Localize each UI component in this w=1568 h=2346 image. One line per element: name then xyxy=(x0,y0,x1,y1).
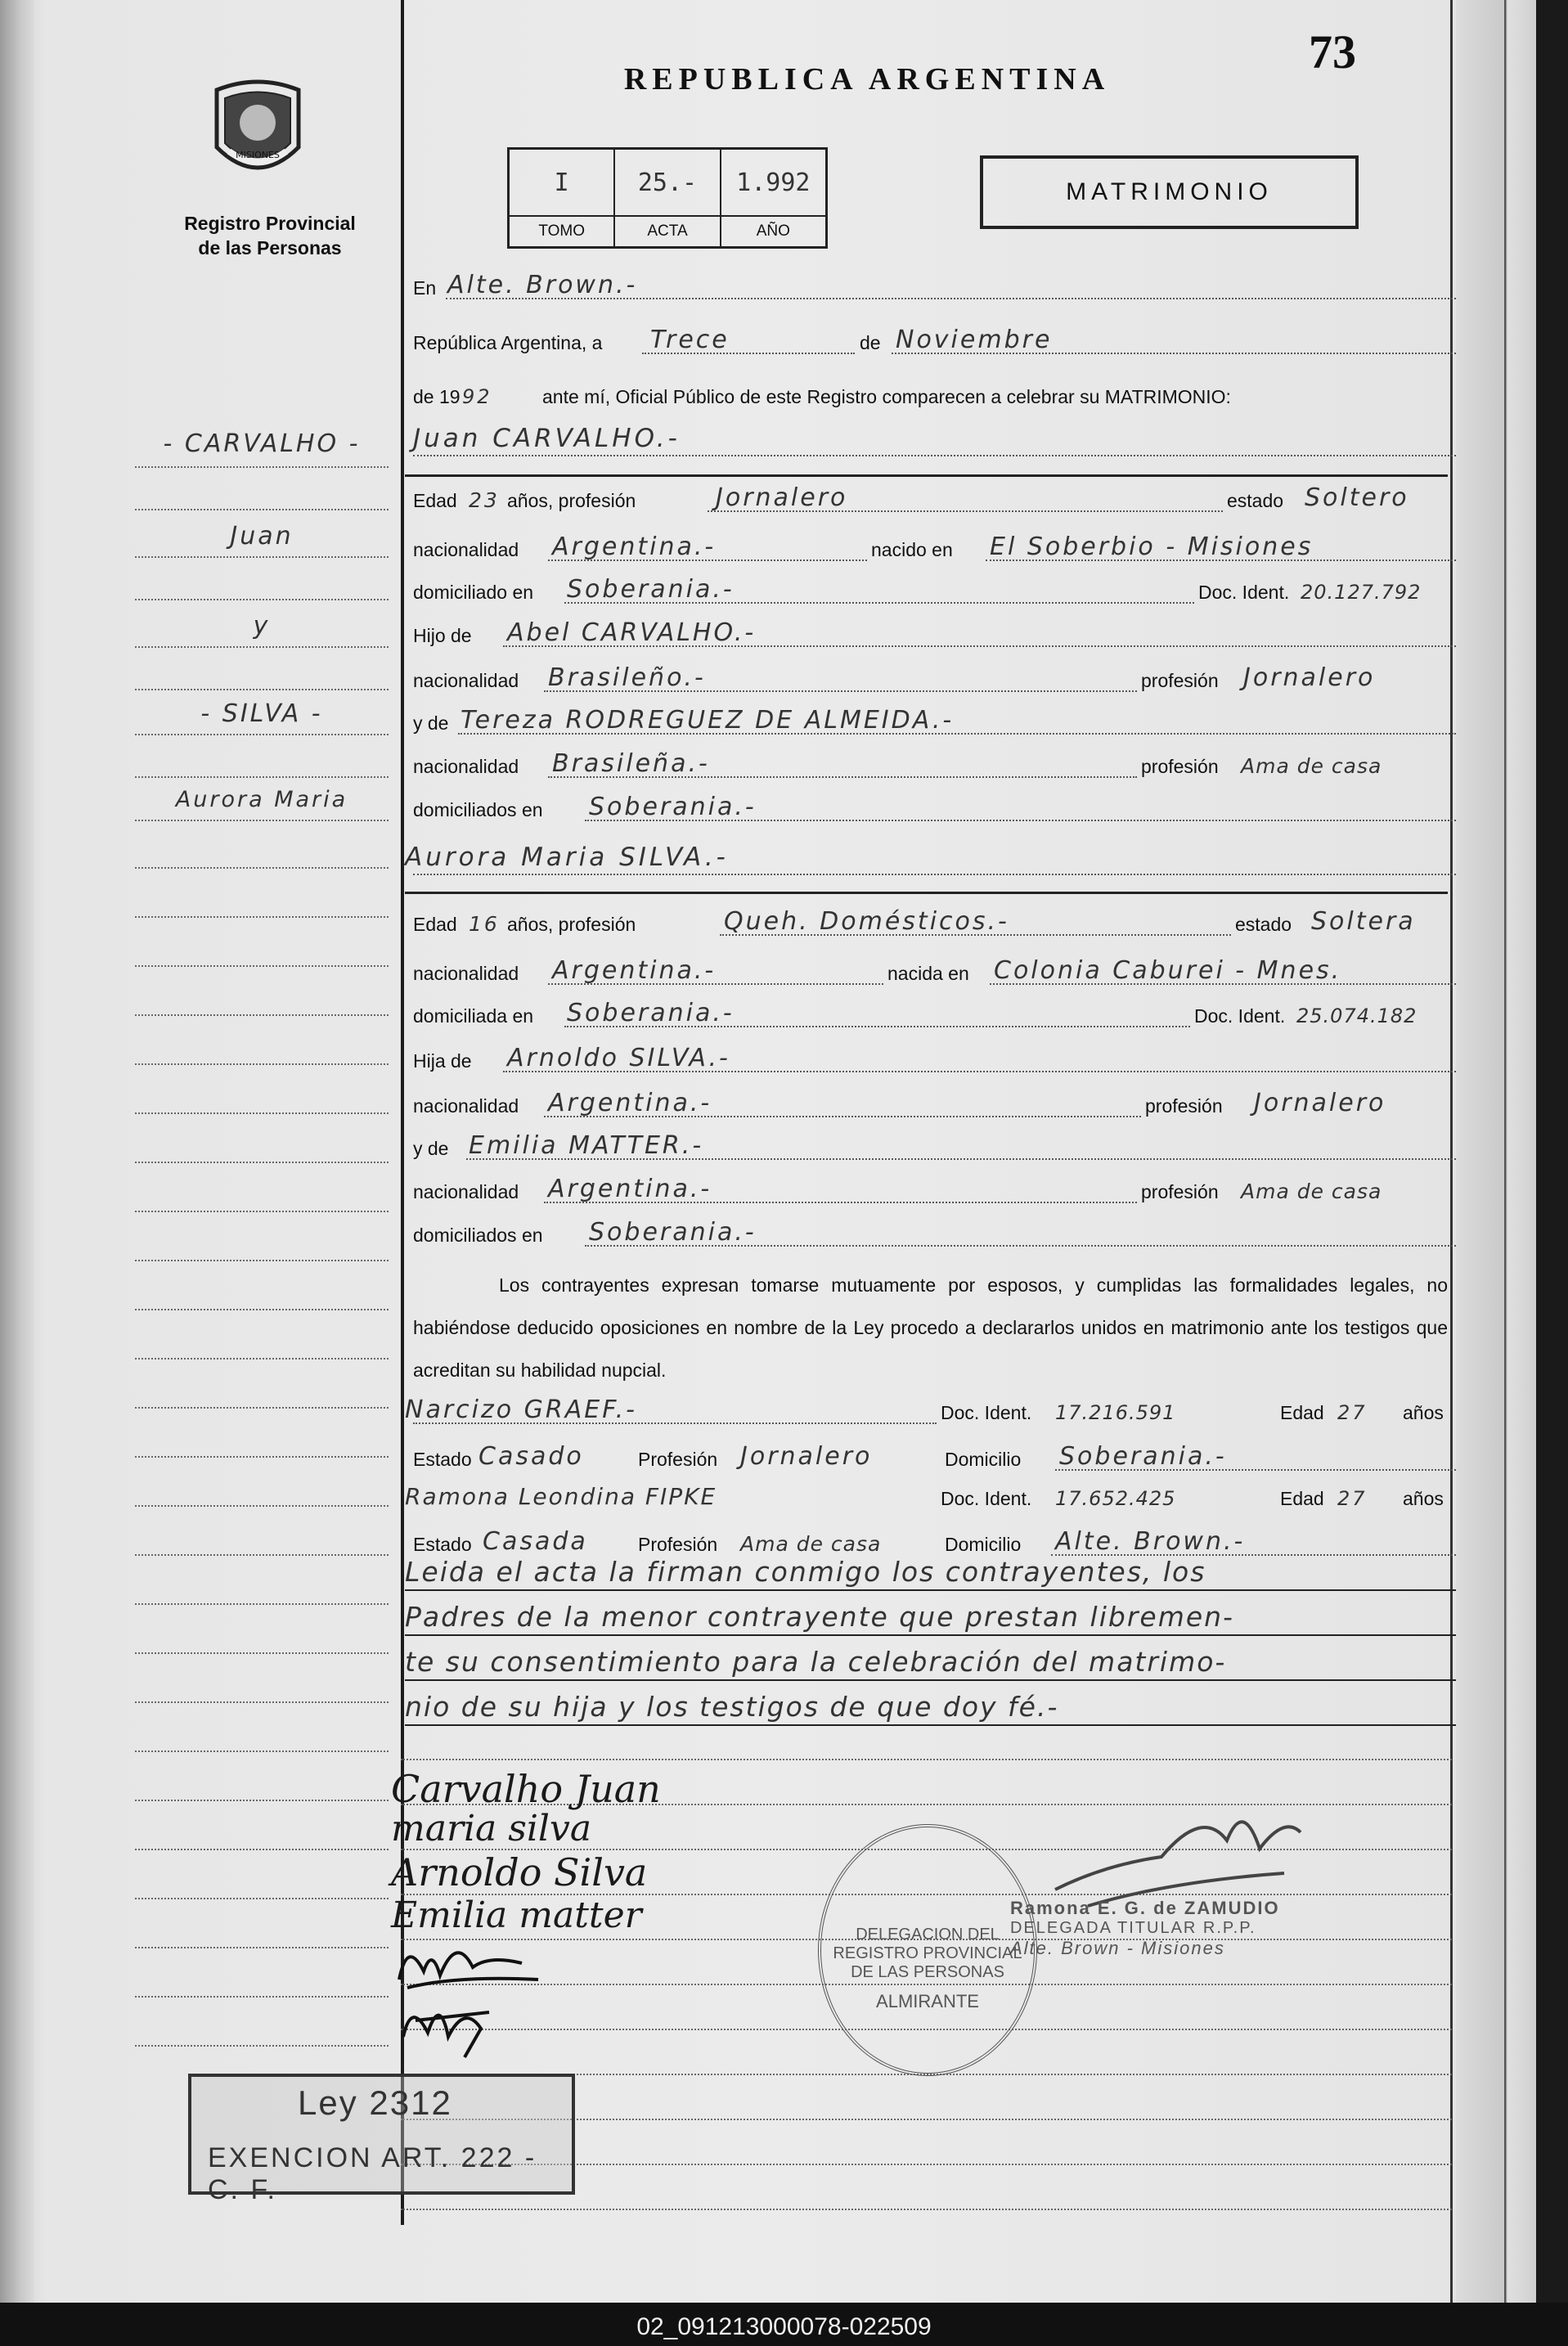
row-groom-dom xyxy=(413,574,1456,607)
doc-label: Doc. Ident. xyxy=(1198,582,1290,603)
registry-name: Registro Provincial de las Personas xyxy=(184,213,356,258)
officer-place: Alte. Brown - Misiones xyxy=(1010,1938,1225,1958)
year-suffix: 92 xyxy=(462,385,492,408)
ley-stamp-top: Ley 2312 xyxy=(298,2083,452,2122)
margin-line xyxy=(135,1260,389,1261)
bride-profesion: Queh. Domésticos.- xyxy=(724,907,1009,936)
bride-nacionalidad: Argentina.- xyxy=(552,956,717,985)
margin-line xyxy=(135,965,389,967)
margin-line xyxy=(135,1063,389,1065)
witness2-edad: 27 xyxy=(1337,1487,1368,1510)
margin-line xyxy=(135,820,389,821)
profesion-label: profesión xyxy=(1141,670,1219,691)
groom-padre-nac: Brasileño.- xyxy=(548,663,706,692)
groom-nacionalidad: Argentina.- xyxy=(552,533,717,561)
margin-line xyxy=(135,2045,389,2047)
closing-text: Leida el acta la firman conmigo los contrayentes, los xyxy=(405,1556,1206,1588)
row-groom-edad xyxy=(413,483,1456,515)
row-bride-padres-dom xyxy=(413,1217,1456,1250)
margin-line xyxy=(135,1014,389,1016)
day-value: Trece xyxy=(650,326,730,354)
row-groom-padre-nac xyxy=(413,663,1456,695)
nacionalidad-label: nacionalidad xyxy=(413,670,519,691)
record-type-box: MATRIMONIO xyxy=(980,155,1359,229)
bride-padre-nac: Argentina.- xyxy=(548,1089,712,1117)
profesion-label: profesión xyxy=(1141,1181,1219,1202)
closing-text: te su consentimiento para la celebración del matrimo- xyxy=(405,1646,1227,1678)
officer-name: Ramona E. G. de ZAMUDIO xyxy=(1010,1898,1280,1918)
acta-cell xyxy=(615,150,721,246)
margin-line xyxy=(135,1603,389,1605)
row-bride-dom xyxy=(413,998,1456,1031)
margin-line xyxy=(135,1652,389,1654)
witness1-domicilio: Soberania.- xyxy=(1059,1442,1227,1471)
row-place xyxy=(413,270,1456,303)
signature-bride-mother: Emilia matter xyxy=(391,1894,642,1936)
acta-label: ACTA xyxy=(615,215,719,246)
hija-label: Hija de xyxy=(413,1050,472,1072)
bride-madre-nac: Argentina.- xyxy=(548,1175,712,1203)
closing-line-1 xyxy=(405,1556,1456,1591)
edad-label: Edad xyxy=(413,490,457,511)
margin-line xyxy=(135,1162,389,1163)
signature-witness2-icon xyxy=(391,1988,555,2061)
officer-stamp xyxy=(1010,1898,1280,1959)
bride-padre: Arnoldo SILVA.- xyxy=(507,1044,730,1072)
row-witness1 xyxy=(405,1395,1456,1427)
witness1-doc: 17.216.591 xyxy=(1055,1401,1176,1424)
section-rule xyxy=(405,892,1448,894)
margin-line xyxy=(135,1211,389,1212)
signature-bride-father: Arnoldo Silva xyxy=(391,1850,648,1894)
estado-label: Estado xyxy=(413,1449,472,1470)
witness2-domicilio: Alte. Brown.- xyxy=(1055,1527,1246,1556)
anos-label: años xyxy=(1403,1488,1444,1509)
row-bride-name xyxy=(405,843,1456,875)
nacionalidad-label: nacionalidad xyxy=(413,756,519,777)
section-rule xyxy=(405,474,1448,477)
row-groom-name xyxy=(413,424,1456,456)
row-witness1-detail xyxy=(413,1441,1456,1474)
estado-label: estado xyxy=(1235,914,1292,935)
en-label: En xyxy=(413,277,437,299)
profesion-label: Profesión xyxy=(638,1534,718,1555)
ruled-line xyxy=(401,1759,1452,1760)
delegation-round-stamp xyxy=(818,1824,1037,2076)
row-groom-madre xyxy=(413,705,1456,738)
doc-label: Doc. Ident. xyxy=(941,1488,1032,1509)
margin-line xyxy=(135,1407,389,1409)
year-prefix: de 19 xyxy=(413,386,461,407)
groom-padre: Abel CARVALHO.- xyxy=(507,618,757,647)
acta-reference-box xyxy=(507,147,828,249)
groom-full-name: Juan CARVALHO.- xyxy=(413,424,681,453)
margin-line xyxy=(135,1112,389,1114)
margin-line xyxy=(135,509,389,510)
row-witness2 xyxy=(405,1481,1456,1513)
witness1-name: Narcizo GRAEF.- xyxy=(405,1395,637,1424)
row-bride-edad xyxy=(413,906,1456,939)
groom-profesion: Jornalero xyxy=(716,483,848,512)
margin-line xyxy=(135,1309,389,1310)
tomo-label: TOMO xyxy=(510,215,613,246)
ruled-line xyxy=(401,2209,1452,2210)
officer-title: DELEGADA TITULAR R.P.P. xyxy=(1010,1919,1256,1937)
margin-line xyxy=(135,1800,389,1801)
round-stamp-text: DELEGACION DEL REGISTRO PROVINCIAL DE LAS PERSONAS xyxy=(833,1926,1022,1981)
signature-groom: Carvalho Juan xyxy=(391,1767,661,1811)
row-groom-padre xyxy=(413,618,1456,650)
declaration-text: Los contrayentes expresan tomarse mutuamente por esposos, y cumplidas las formalidades legales, no habiéndose deducido oposiciones en nombre de la Ley procedo a declararlos unidos en matrimonio ante los testigos que acreditan su habilidad nupcial. xyxy=(413,1274,1448,1381)
bride-nacida: Colonia Caburei - Mnes. xyxy=(994,956,1342,985)
groom-edad: 23 xyxy=(469,488,500,512)
signature-bride: maria silva xyxy=(391,1808,592,1849)
margin-groom-name: Juan xyxy=(230,522,294,551)
groom-madre-prof: Ama de casa xyxy=(1241,754,1382,778)
margin-groom-surname: - CARVALHO - xyxy=(163,429,361,458)
domicilio-label: Domicilio xyxy=(945,1449,1022,1470)
closing-line-3 xyxy=(405,1646,1456,1681)
row-witness2-detail xyxy=(413,1526,1456,1559)
margin-line xyxy=(135,1947,389,1948)
place-value: Alte. Brown.- xyxy=(447,271,638,299)
groom-padre-prof: Jornalero xyxy=(1243,663,1376,692)
margin-line xyxy=(135,1701,389,1703)
provincial-seal-icon xyxy=(204,74,311,188)
nacionalidad-label: nacionalidad xyxy=(413,963,519,984)
margin-line xyxy=(135,776,389,778)
acta-value: 25.- xyxy=(637,168,698,197)
bride-edad: 16 xyxy=(469,912,500,936)
witness1-edad: 27 xyxy=(1337,1401,1368,1424)
anio-value: 1.992 xyxy=(736,168,811,197)
margin-bride-surname: - SILVA - xyxy=(200,699,323,728)
margin-line xyxy=(135,646,389,648)
anio-cell xyxy=(721,150,825,246)
margin-line xyxy=(135,1849,389,1850)
closing-line-4 xyxy=(405,1691,1456,1726)
tomo-value: I xyxy=(554,168,569,197)
edad-label: Edad xyxy=(413,914,457,935)
groom-doc: 20.127.792 xyxy=(1301,581,1422,604)
margin-line xyxy=(135,689,389,690)
bride-domicilio: Soberania.- xyxy=(567,999,735,1027)
margin-line xyxy=(135,1898,389,1899)
bride-full-name: Aurora Maria SILVA.- xyxy=(405,843,729,872)
witness2-doc: 17.652.425 xyxy=(1055,1487,1176,1510)
margin-line xyxy=(135,1554,389,1556)
ley-stamp-bottom: EXENCION ART. 222 - C. F. xyxy=(208,2142,537,2205)
nacionalidad-label: nacionalidad xyxy=(413,1181,519,1202)
hijo-label: Hijo de xyxy=(413,625,472,646)
groom-madre-nac: Brasileña.- xyxy=(552,749,710,778)
margin-line xyxy=(135,556,389,558)
anos-label: años xyxy=(1403,1402,1444,1423)
country-title: REPUBLICA ARGENTINA xyxy=(623,62,1111,97)
month-value: Noviembre xyxy=(896,326,1053,354)
profesion-label: Profesión xyxy=(638,1449,718,1470)
closing-text: nio de su hija y los testigos de que doy fé.- xyxy=(405,1691,1059,1723)
groom-domicilio: Soberania.- xyxy=(567,575,735,604)
signature-witness1-icon xyxy=(391,1930,555,1996)
anio-label: AÑO xyxy=(721,215,825,246)
domiciliado-label: domiciliado en xyxy=(413,582,534,603)
estado-label: Estado xyxy=(413,1534,472,1555)
page-edge xyxy=(1456,0,1536,2303)
row-bride-madre-nac xyxy=(413,1174,1456,1207)
ante-text: ante mí, Oficial Público de este Registro comparecen a celebrar su MATRIMONIO: xyxy=(542,386,1231,407)
round-stamp-bottom: ALMIRANTE xyxy=(876,1991,979,2011)
row-groom-padres-dom xyxy=(413,792,1456,825)
groom-padres-dom: Soberania.- xyxy=(589,793,757,821)
nacionalidad-label: nacionalidad xyxy=(413,539,519,560)
y-de-label: y de xyxy=(413,712,449,734)
y-de-label: y de xyxy=(413,1138,449,1159)
edad-label: Edad xyxy=(1280,1488,1324,1509)
edad-label: Edad xyxy=(1280,1402,1324,1423)
seal-label: MISIONES xyxy=(236,150,280,160)
witness2-name: Ramona Leondina FIPKE xyxy=(405,1483,717,1510)
domiciliada-label: domiciliada en xyxy=(413,1005,534,1027)
republica-label: República Argentina, a xyxy=(413,332,603,353)
ley-exemption-stamp xyxy=(188,2074,575,2205)
row-bride-padre xyxy=(413,1043,1456,1076)
margin-line xyxy=(135,867,389,869)
doc-label: Doc. Ident. xyxy=(1194,1005,1286,1027)
bride-estado: Soltera xyxy=(1311,907,1416,936)
estado-label: estado xyxy=(1227,490,1284,511)
closing-text: Padres de la menor contrayente que prestan libremen- xyxy=(405,1601,1234,1633)
tomo-cell xyxy=(510,150,615,246)
book-binding xyxy=(0,0,34,2303)
domicilio-label: Domicilio xyxy=(945,1534,1022,1555)
anos-profesion-label: años, profesión xyxy=(507,914,636,935)
margin-bride-name: Aurora Maria xyxy=(175,787,348,812)
domiciliados-label: domiciliados en xyxy=(413,1225,543,1246)
scan-serial: 02_091213000078-022509 xyxy=(636,2313,932,2340)
nacido-label: nacido en xyxy=(871,539,953,560)
margin-line xyxy=(135,1456,389,1458)
anos-profesion-label: años, profesión xyxy=(507,490,636,511)
margin-line xyxy=(135,466,389,468)
margin-line xyxy=(135,1358,389,1360)
domiciliados-label: domiciliados en xyxy=(413,799,543,820)
de-label: de xyxy=(860,332,881,353)
page-number: 73 xyxy=(1309,25,1356,79)
witness2-profesion: Ama de casa xyxy=(740,1532,882,1556)
profesion-label: profesión xyxy=(1145,1095,1223,1117)
row-date xyxy=(413,325,1456,357)
margin-line xyxy=(135,916,389,918)
witness1-estado: Casado xyxy=(478,1442,584,1471)
bride-doc: 25.074.182 xyxy=(1296,1004,1417,1027)
groom-estado: Soltero xyxy=(1305,483,1409,512)
closing-line-2 xyxy=(405,1601,1456,1636)
doc-label: Doc. Ident. xyxy=(941,1402,1032,1423)
bride-padre-prof: Jornalero xyxy=(1254,1089,1386,1117)
row-bride-madre xyxy=(413,1130,1456,1163)
groom-nacido: El Soberbio - Misiones xyxy=(990,533,1314,561)
groom-madre: Tereza RODREGUEZ DE ALMEIDA.- xyxy=(461,706,955,735)
margin-line xyxy=(135,734,389,735)
witness1-profesion: Jornalero xyxy=(740,1442,873,1471)
bride-madre: Emilia MATTER.- xyxy=(469,1131,704,1160)
witness2-estado: Casada xyxy=(483,1527,588,1556)
row-bride-padre-nac xyxy=(413,1088,1456,1121)
margin-line xyxy=(135,1996,389,1998)
margin-connector: y xyxy=(253,612,271,640)
row-bride-nac xyxy=(413,955,1456,988)
row-year xyxy=(413,379,1456,411)
bride-madre-prof: Ama de casa xyxy=(1241,1180,1382,1203)
margin-line xyxy=(135,599,389,600)
nacida-label: nacida en xyxy=(887,963,969,984)
bride-padres-dom: Soberania.- xyxy=(589,1218,757,1247)
row-groom-nac xyxy=(413,532,1456,564)
profesion-label: profesión xyxy=(1141,756,1219,777)
margin-line xyxy=(135,1505,389,1507)
margin-line xyxy=(135,1751,389,1752)
nacionalidad-label: nacionalidad xyxy=(413,1095,519,1117)
row-groom-madre-nac xyxy=(413,748,1456,781)
